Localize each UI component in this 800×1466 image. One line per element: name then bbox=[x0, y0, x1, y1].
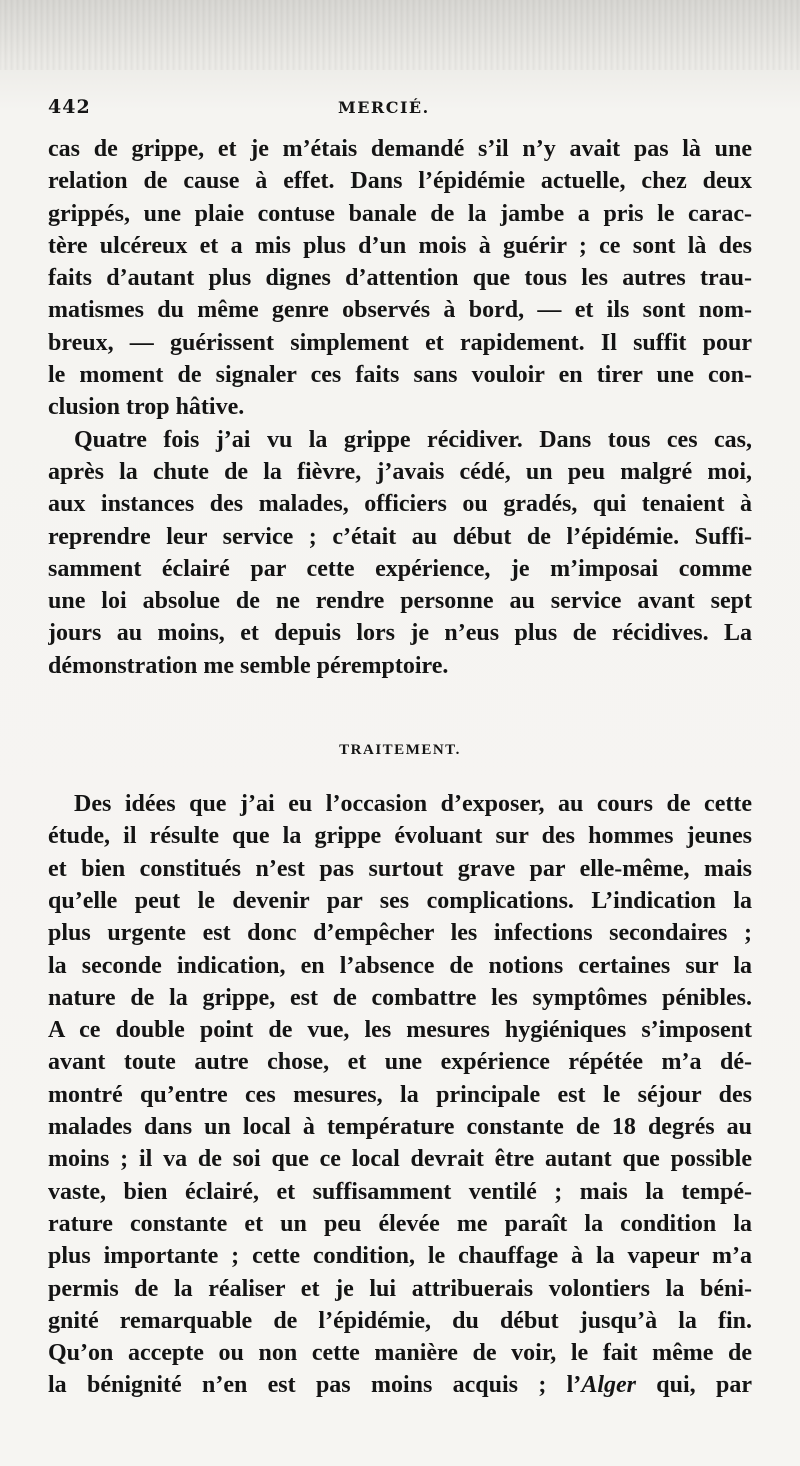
text-line: Des idées que j’ai eu l’occasion d’exposer, au cours de cette bbox=[74, 791, 752, 818]
page-header bbox=[48, 96, 752, 126]
text-line: plus urgente est donc d’empêcher les infections secondaires ; bbox=[48, 920, 752, 947]
text-line: permis de la réaliser et je lui attribuerais volontiers la béni- bbox=[48, 1275, 752, 1302]
scan-edge-shadow bbox=[0, 0, 800, 70]
text-line: Qu’on accepte ou non cette manière de voir, le fait même de bbox=[48, 1340, 752, 1367]
text-line: le moment de signaler ces faits sans vouloir en tirer une con- bbox=[48, 362, 752, 389]
text-line: et bien constitués n’est pas surtout grave par elle-même, mais bbox=[48, 855, 752, 882]
body-text bbox=[48, 133, 752, 1402]
text-line: breux, — guérissent simplement et rapidement. Il suffit pour bbox=[48, 329, 752, 356]
text-line: aux instances des malades, officiers ou gradés, qui tenaient à bbox=[48, 491, 752, 518]
text-line: étude, il résulte que la grippe évoluant sur des hommes jeunes bbox=[48, 823, 752, 850]
paragraph-2 bbox=[48, 424, 752, 682]
text-line: une loi absolue de ne rendre personne au service avant sept bbox=[48, 588, 752, 615]
text-line: clusion trop hâtive. bbox=[48, 394, 245, 421]
text-line: rature constante et un peu élevée me paraît la condition la bbox=[48, 1210, 752, 1237]
text-line: qu’elle peut le devenir par ses complications. L’indication la bbox=[48, 887, 752, 914]
text-line: démonstration me semble péremptoire. bbox=[48, 652, 449, 679]
paragraph-1 bbox=[48, 133, 752, 424]
text-fragment: qui, par bbox=[635, 1372, 752, 1399]
ship-name: Alger bbox=[581, 1372, 636, 1399]
text-line: Quatre fois j’ai vu la grippe récidiver. Dans tous ces cas, bbox=[74, 426, 752, 453]
text-line: faits d’autant plus dignes d’attention que tous les autres trau- bbox=[48, 265, 752, 292]
text-line: A ce double point de vue, les mesures hygiéniques s’imposent bbox=[48, 1017, 752, 1044]
text-line: reprendre leur service ; c’était au début de l’épidémie. Suffi- bbox=[48, 523, 752, 550]
text-line: grippés, une plaie contuse banale de la jambe a pris le carac- bbox=[48, 200, 752, 227]
text-line: vaste, bien éclairé, et suffisamment ventilé ; mais la tempé- bbox=[48, 1178, 752, 1205]
text-line: samment éclairé par cette expérience, je m’imposai comme bbox=[48, 555, 752, 582]
paragraph-3 bbox=[48, 788, 752, 1402]
text-line: malades dans un local à température constante de 18 degrés au bbox=[48, 1114, 752, 1141]
text-line: plus importante ; cette condition, le chauffage à la vapeur m’a bbox=[48, 1243, 752, 1270]
text-line: avant toute autre chose, et une expérience répétée m’a dé- bbox=[48, 1049, 752, 1076]
text-line: jours au moins, et depuis lors je n’eus plus de récidives. La bbox=[48, 620, 752, 647]
text-line: matismes du même genre observés à bord, — et ils sont nom- bbox=[48, 297, 752, 324]
text-line: moins ; il va de soi que ce local devrait être autant que possible bbox=[48, 1146, 752, 1173]
text-line: relation de cause à effet. Dans l’épidémie actuelle, chez deux bbox=[48, 168, 752, 195]
text-line: tère ulcéreux et a mis plus d’un mois à guérir ; ce sont là des bbox=[48, 232, 752, 259]
text-line: montré qu’entre ces mesures, la principale est le séjour des bbox=[48, 1081, 752, 1108]
section-title: TRAITEMENT. bbox=[339, 742, 461, 759]
text-line-final bbox=[48, 1369, 752, 1401]
running-head: MERCIÉ. bbox=[338, 98, 430, 117]
text-line: la seconde indication, en l’absence de notions certaines sur la bbox=[48, 952, 752, 979]
text-line: gnité remarquable de l’épidémie, du début jusqu’à la fin. bbox=[48, 1307, 752, 1334]
text-line: cas de grippe, et je m’étais demandé s’il n’y avait pas là une bbox=[48, 136, 752, 162]
text-line: nature de la grippe, est de combattre les symptômes pénibles. bbox=[48, 984, 752, 1011]
page-number: 442 bbox=[48, 96, 91, 118]
text-fragment: la bénignité n’en est pas moins acquis ; l’ bbox=[48, 1372, 582, 1399]
text-line: après la chute de la fièvre, j’avais cédé, un peu malgré moi, bbox=[48, 458, 752, 485]
